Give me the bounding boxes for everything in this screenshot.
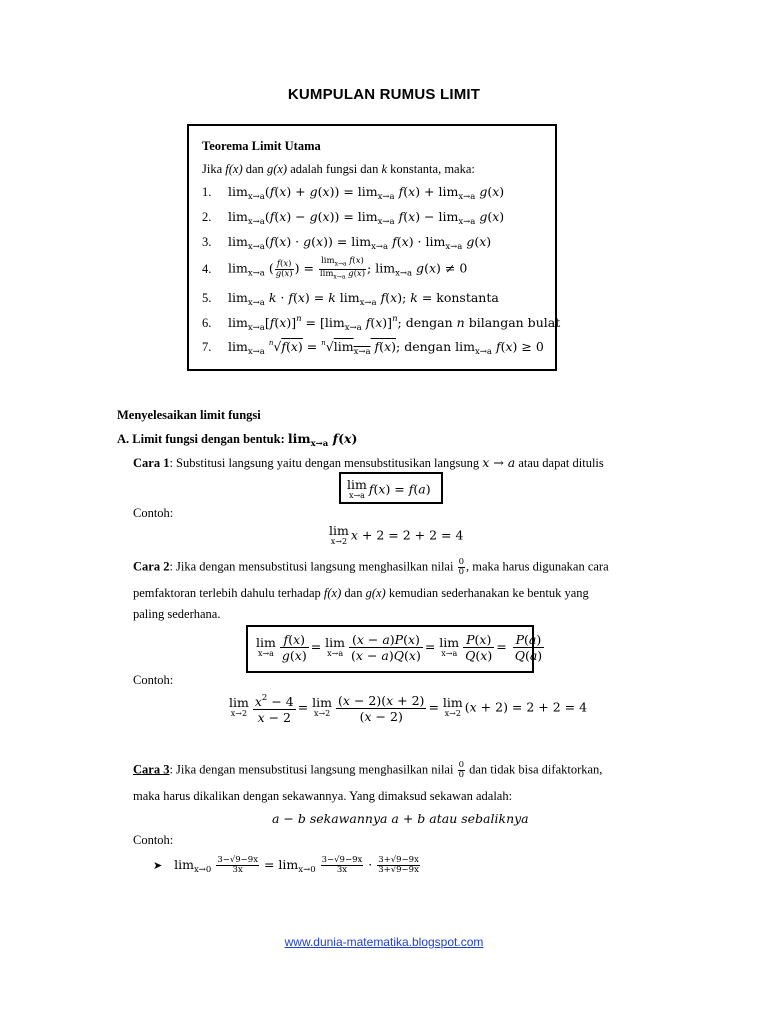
cara2-text: pemfaktoran terlebih dahulu terhadap bbox=[133, 586, 324, 600]
cara3-body-b: dan tidak bisa difaktorkan, bbox=[466, 762, 603, 777]
intro-text: konstanta, maka: bbox=[387, 162, 475, 176]
section-a-label: A. Limit fungsi dengan bentuk: bbox=[117, 432, 288, 446]
cara1-formula-box bbox=[339, 472, 443, 504]
cara2-example: lim x→2 $\frac{x^2 - 4}{x - 2}$ = lim x→2 $\frac{(x - 2)(x + 2)}{(x - 2)}$ = lim x→2 (x + 2) = 2 + 2 = 4 bbox=[229, 692, 588, 725]
cara2-text: kemudian sederhanakan ke bentuk yang bbox=[385, 586, 589, 600]
cara2-formula: lim x→a $\frac{f(x)}{g(x)}$ = lim x→a $\frac{(x - a)P(x)}{(x - a)Q(x)}$ = lim x→a $\frac{P(x)}{Q(x)}$ = $\frac{P(a)}{Q(a)}$ bbox=[256, 632, 543, 663]
cara2-gx: g(x) bbox=[365, 586, 386, 600]
theorem-row-1: 1. $\lim_{x\to a}(f(x) + g(x)) = \lim_{x\to a} f(x) + \lim_{x\to a} g(x)$ bbox=[202, 184, 505, 202]
cara3-sekawan: a − b sekawannya a + b atau sebaliknya bbox=[272, 811, 529, 826]
theorem-row-6: 6. $\lim_{x\to a}[f(x)]^n = [\lim_{x\to a}$ f(x)]$^n$; dengan n bilangan bulat bbox=[202, 314, 561, 333]
intro-text: adalah fungsi dan bbox=[287, 162, 382, 176]
cara2-formula-box bbox=[246, 625, 543, 673]
cara3-example: ➤ $\lim_{x\to 0}$ $\frac{3-√9-9x}{3x}$ = $\lim_{x\to 0}$ $\frac{3-√9-9x}{3x}$ · $\frac{3+√9-9x}{3+√9-9x}$ bbox=[153, 855, 419, 875]
cara2-line3: paling sederhana. bbox=[133, 607, 221, 621]
section-heading: Menyelesaikan limit fungsi bbox=[117, 408, 261, 422]
page-title: KUMPULAN RUMUS LIMIT bbox=[287, 86, 481, 103]
cara3-line1: Cara 3: Jika dengan mensubstitusi langsung menghasilkan nilai $\frac{0}{0}$ dan tidak bisa difaktorkan, bbox=[133, 760, 603, 780]
cara3-label: Cara 3 bbox=[133, 762, 170, 777]
cara1-tail: atau dapat ditulis bbox=[515, 456, 604, 470]
row-number: 3. bbox=[202, 235, 212, 249]
cara1-body: : Substitusi langsung yaitu dengan mensubstitusikan langsung bbox=[169, 456, 483, 470]
cara2-contoh: Contoh: bbox=[133, 673, 174, 687]
row-number: 1. bbox=[202, 185, 212, 199]
cara2-body: : Jika dengan mensubstitusi langsung menghasilkan nilai bbox=[169, 559, 457, 574]
cara2-body-b: , maka harus digunakan cara bbox=[466, 559, 609, 574]
intro-fx: f(x) bbox=[225, 162, 243, 176]
theorem-row-3: 3. $\lim_{x\to a}(f(x) \cdot g(x)) = \lim_{x\to a} f(x) \cdot \lim_{x\to a} g(x)$ bbox=[202, 234, 492, 252]
intro-k: k bbox=[381, 162, 388, 176]
cara2-text: dan bbox=[341, 586, 366, 600]
cara3-line2: maka harus dikalikan dengan sekawannya. Yang dimaksud sekawan adalah: bbox=[133, 789, 513, 803]
cara1-example: lim x→2 x + 2 = 2 + 2 = 4 bbox=[329, 523, 464, 546]
cara1-text bbox=[133, 455, 604, 471]
theorem-row-2: 2. $\lim_{x\to a}(f(x) - g(x)) = \lim_{x\to a} f(x) - \lim_{x\to a} g(x)$ bbox=[202, 209, 505, 227]
cara2-fx: f(x) bbox=[323, 586, 342, 600]
cara2-line2 bbox=[133, 586, 589, 601]
row-number: 5. bbox=[202, 291, 212, 305]
cara1-contoh: Contoh: bbox=[133, 506, 174, 520]
cara1-xa: x → a bbox=[482, 455, 516, 470]
intro-text: dan bbox=[242, 162, 267, 176]
row-number: 4. bbox=[202, 261, 212, 276]
cara2-line1: Cara 2: Jika dengan mensubstitusi langsung menghasilkan nilai $\frac{0}{0}$ , maka harus digunakan cara bbox=[133, 557, 609, 577]
intro-gx: g(x) bbox=[266, 162, 288, 176]
cara1-label: Cara 1 bbox=[133, 456, 170, 470]
theorem-intro bbox=[202, 162, 475, 177]
row-number: 7. bbox=[202, 340, 212, 354]
theorem-heading: Teorema Limit Utama bbox=[202, 139, 321, 153]
bullet-arrow-icon: ➤ bbox=[153, 859, 163, 872]
cara1-formula: lim x→a f(x) = f(a) bbox=[347, 477, 431, 500]
row-number: 2. bbox=[202, 210, 212, 224]
theorem-row-4: 4. $\lim_{x\to a}$ ( $\frac{f(x)}{g(x)}$ ) = $\frac{\lim_{x\to a} f(x)}{\lim_{x\to a} g(x)}$ ; $\lim_{x\to a} g(x) \ne 0$ bbox=[202, 256, 468, 281]
cara3-body: : Jika dengan mensubstitusi langsung menghasilkan nilai bbox=[169, 762, 457, 777]
theorem-box bbox=[187, 124, 561, 371]
theorem-row-5: 5. $\lim_{x\to a} k \cdot f(x) = k$ $\lim_{x\to a} f(x)$; k = konstanta bbox=[202, 290, 499, 308]
footer bbox=[0, 935, 768, 949]
theorem-row-7: 7. $\lim_{x\to a} ^n√f(x) = ^n√\lim_{x\to a}$ f(x); dengan $\lim_{x\to a} f(x) \ge 0$ bbox=[202, 339, 544, 357]
footer-link[interactable]: www.dunia-matematika.blogspot.com bbox=[284, 935, 484, 949]
intro-text: Jika bbox=[202, 162, 226, 176]
cara3-contoh: Contoh: bbox=[133, 833, 174, 847]
cara2-label: Cara 2 bbox=[133, 559, 170, 574]
section-a-heading: A. Limit fungsi dengan bentuk: $\lim_{x\to a} f(x)$ bbox=[117, 431, 358, 449]
row-number: 6. bbox=[202, 316, 212, 330]
